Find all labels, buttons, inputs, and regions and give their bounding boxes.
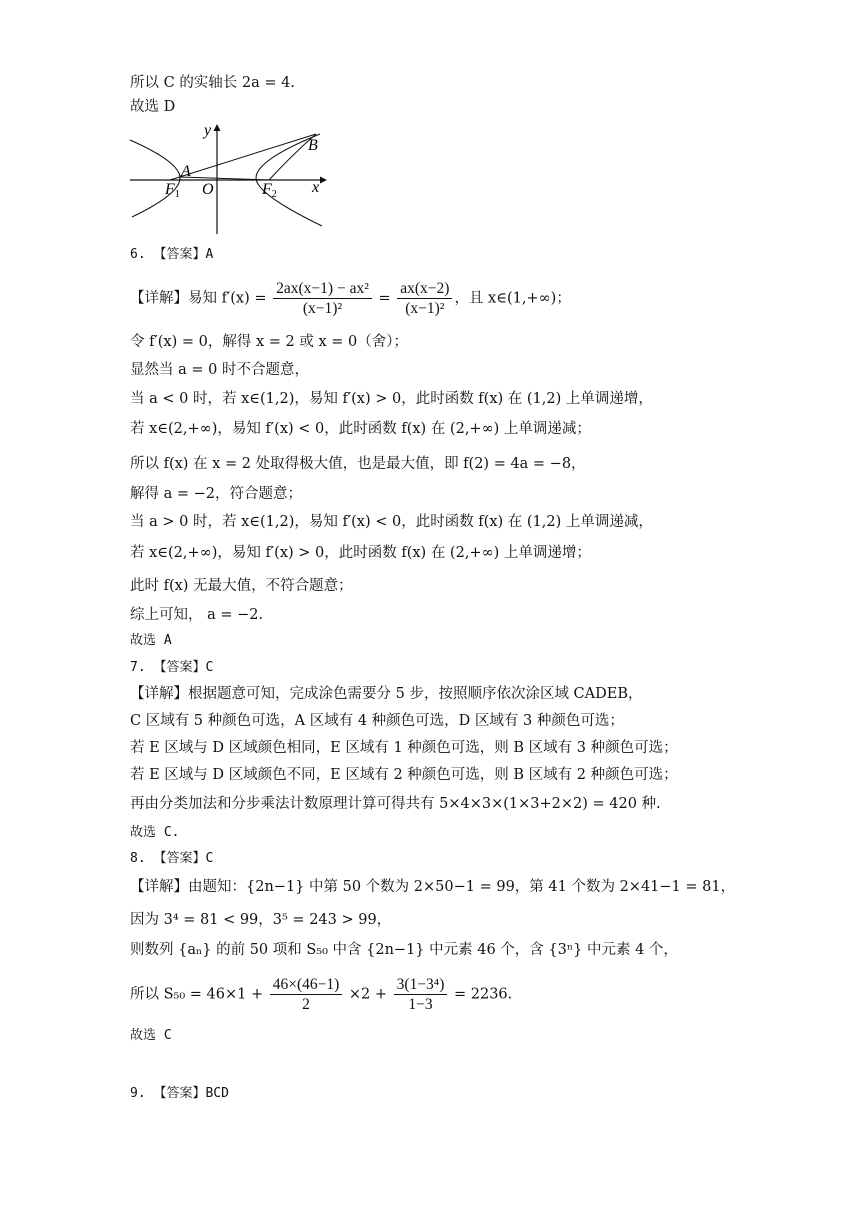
x-axis-arrow bbox=[320, 177, 327, 184]
line-a-positive-2: 若 x∈(2,+∞)，易知 f′(x) > 0，此时函数 f(x) 在 (2,+∞) 上单调递增； bbox=[130, 545, 591, 561]
label-b: B bbox=[308, 137, 318, 154]
line-choose-d: 故选 D bbox=[130, 99, 176, 115]
line-choose-c-8: 故选 C bbox=[130, 1028, 172, 1043]
line-sum-formula: 所以 S₅₀ = 46×1 + $\frac{46\times(46-1)}{2}$ ×2 + $\frac{\text{3(1−3⁴)}}{1-3}$ = 2236. bbox=[130, 976, 513, 1013]
label-f1: F1 bbox=[165, 181, 180, 200]
line-coloring-cad: C 区域有 5 种颜色可选，A 区域有 4 种颜色可选，D 区域有 3 种颜色可选； bbox=[130, 713, 624, 729]
label-o: O bbox=[202, 181, 214, 198]
hyperbola-figure bbox=[128, 122, 328, 234]
line-a-positive: 当 a > 0 时，若 x∈(1,2)，易知 f′(x) < 0，此时函数 f(x) 在 (1,2) 上单调递减， bbox=[130, 514, 653, 530]
label-y: y bbox=[204, 122, 212, 139]
fraction-2-numerator: ax(x−2) bbox=[397, 279, 452, 299]
sum-fraction-2-numerator: 3(1−3⁴) bbox=[394, 975, 448, 995]
answer-6-heading: 6. 【答案】A bbox=[130, 247, 214, 262]
line-coloring-diff: 若 E 区域与 D 区域颜色不同，E 区域有 2 种颜色可选，则 B 区域有 2 种颜色可选； bbox=[130, 767, 678, 783]
label-f2: F2 bbox=[262, 181, 277, 200]
answer-7-heading: 7. 【答案】C bbox=[130, 660, 214, 675]
line-conclusion-6: 综上可知， a = −2. bbox=[130, 607, 264, 623]
answer-9-heading: 9. 【答案】BCD bbox=[130, 1086, 229, 1101]
left-branch bbox=[130, 140, 180, 217]
line-coloring-same: 若 E 区域与 D 区域颜色相同，E 区域有 1 种颜色可选，则 B 区域有 3 种颜色可选； bbox=[130, 740, 678, 756]
label-a: A bbox=[181, 163, 191, 180]
line-solve-a: 解得 a = −2，符合题意； bbox=[130, 486, 302, 502]
line-a-zero: 显然当 a = 0 时不合题意， bbox=[130, 362, 309, 378]
line-sequence-terms: 【详解】由题知：{2n−1} 中第 50 个数为 2×50−1 = 99，第 41 个数为 2×41−1 = 81， bbox=[130, 879, 736, 895]
label-x: x bbox=[312, 179, 320, 196]
fraction-1-numerator: 2ax(x−1) − ax² bbox=[273, 279, 372, 299]
line-element-count: 则数列 {aₙ} 的前 50 项和 S₅₀ 中含 {2n−1} 中元素 46 个，含 {3ⁿ} 中元素 4 个， bbox=[130, 942, 678, 958]
answer-8-heading: 8. 【答案】C bbox=[130, 851, 214, 866]
line-critical-points: 令 f′(x) = 0，解得 x = 2 或 x = 0（舍）； bbox=[130, 334, 408, 350]
line-no-max: 此时 f(x) 无最大值，不符合题意； bbox=[130, 578, 353, 594]
line-a-negative: 当 a < 0 时，若 x∈(1,2)，易知 f′(x) > 0，此时函数 f(x) 在 (1,2) 上单调递增， bbox=[130, 391, 653, 407]
fraction-1-denominator: (x−1)² bbox=[302, 300, 343, 317]
line-a-negative-2: 若 x∈(2,+∞)，易知 f′(x) < 0，此时函数 f(x) 在 (2,+∞) 上单调递减； bbox=[130, 421, 591, 437]
line-max-value: 所以 f(x) 在 x = 2 处取得极大值，也是最大值，即 f(2) = 4a = −8， bbox=[130, 456, 586, 472]
y-axis-arrow bbox=[214, 124, 221, 131]
line-choose-c-7: 故选 C. bbox=[130, 825, 180, 840]
sum-fraction-1-denominator: 2 bbox=[302, 996, 310, 1013]
sum-fraction-1-numerator: 46×(46−1) bbox=[270, 975, 343, 995]
fraction-2-denominator: (x−1)² bbox=[405, 300, 445, 317]
line-coloring-steps: 【详解】根据题意可知，完成涂色需要分 5 步，按照顺序依次涂区域 CADEB， bbox=[130, 686, 643, 702]
line-choose-a: 故选 A bbox=[130, 633, 172, 648]
line-axis-length: 所以 C 的实轴长 2a = 4. bbox=[130, 75, 295, 91]
line-coloring-total: 再由分类加法和分步乘法计数原理计算可得共有 5×4×3×(1×3+2×2) = 420 种. bbox=[130, 796, 661, 812]
line-derivative: 【详解】易知 f′(x) = $\frac{\text{2ax(x−1) − ax²}}{\text{(x−1)²}}$ = $\frac{ax(x-2)}{\text{(x−1)²}}$ ，且 x∈(1,+∞)； bbox=[130, 280, 571, 317]
line-powers-of-three: 因为 3⁴ = 81 < 99，3⁵ = 243 > 99， bbox=[130, 912, 392, 928]
sum-fraction-2-denominator: 1−3 bbox=[408, 996, 433, 1013]
segment-f1-b bbox=[170, 134, 316, 180]
